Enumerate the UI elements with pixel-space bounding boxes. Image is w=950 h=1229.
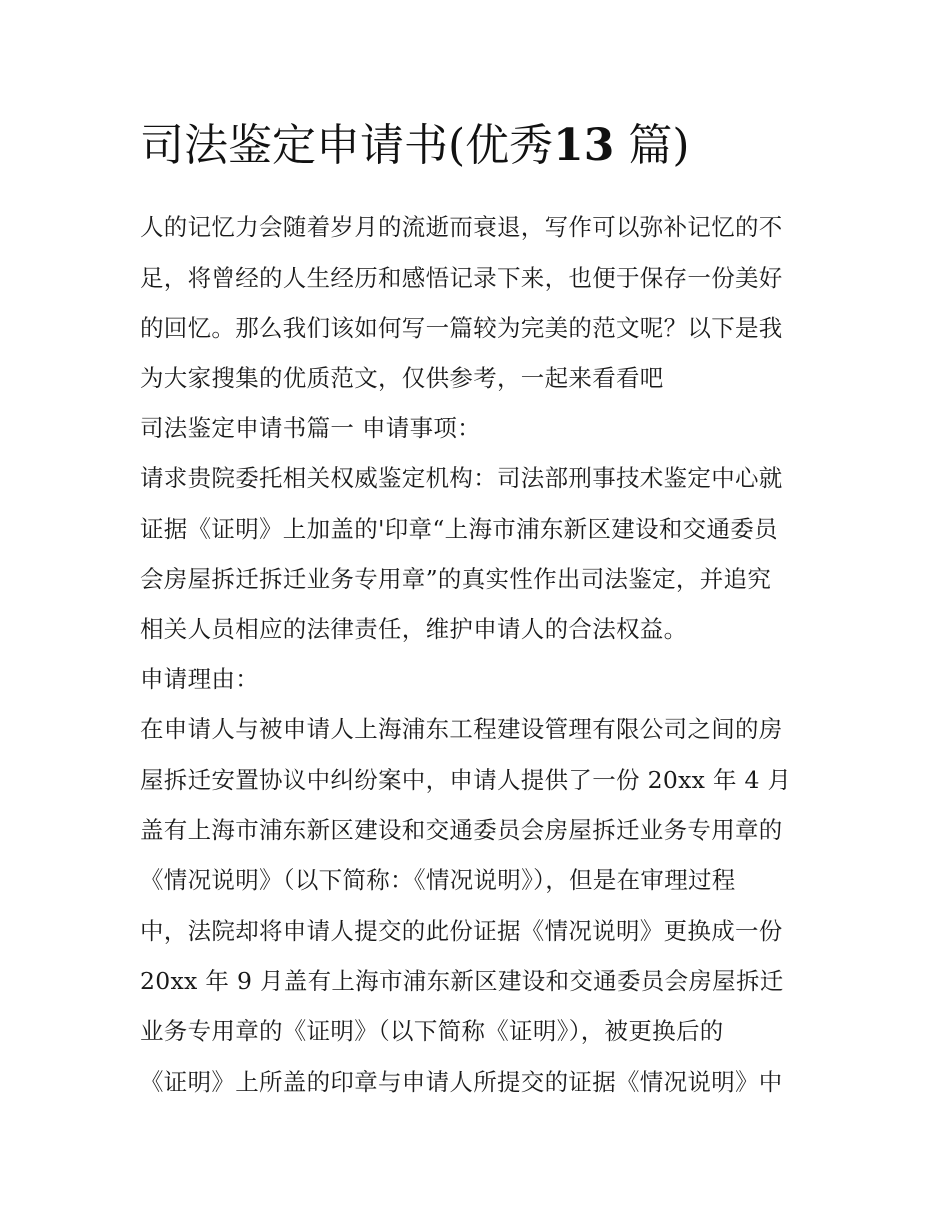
paragraph-line: 为大家搜集的优质范文，仅供参考，一起来看看吧 [140, 364, 664, 392]
document-title [140, 118, 840, 174]
paragraph-line: 请求贵院委托相关权威鉴定机构：司法部刑事技术鉴定中心就 [140, 464, 783, 492]
paragraph-line: 屋拆迁安置协议中纠纷案中，申请人提供了一份 20xx 年 4 月 [140, 766, 792, 794]
title-number: 13 [553, 120, 615, 171]
paragraph-line: 《证明》上所盖的印章与申请人所提交的证据《情况说明》中 [140, 1068, 783, 1096]
paragraph-line: 相关人员相应的法律责任，维护申请人的合法权益。 [140, 615, 688, 643]
paragraph-line: 会房屋拆迁拆迁业务专用章”的真实性作出司法鉴定，并追究 [140, 565, 772, 593]
paragraph-line: 《情况说明》（以下简称：《情况说明》），但是在审理过程 [140, 866, 736, 894]
paragraph-line: 中，法院却将申请人提交的此份证据《情况说明》更换成一份 [140, 917, 783, 945]
title-main: 司法鉴定申请书(优秀 [140, 120, 554, 171]
paragraph-line: 足，将曾经的人生经历和感悟记录下来，也便于保存一份美好 [140, 264, 783, 292]
paragraph-line: 盖有上海市浦东新区建设和交通委员会房屋拆迁业务专用章的 [140, 816, 783, 844]
title-tail: 篇) [628, 120, 690, 171]
paragraph-line: 20xx 年 9 月盖有上海市浦东新区建设和交通委员会房屋拆迁 [140, 967, 784, 995]
paragraph-line: 人的记忆力会随着岁月的流逝而衰退，写作可以弥补记忆的不 [140, 213, 783, 241]
paragraph-line: 在申请人与被申请人上海浦东工程建设管理有限公司之间的房 [140, 715, 783, 743]
section-heading: 司法鉴定申请书篇一 申请事项： [140, 414, 481, 442]
paragraph-line: 业务专用章的《证明》（以下简称《证明》），被更换后的 [140, 1017, 724, 1045]
paragraph-line: 的回忆。那么我们该如何写一篇较为完美的范文呢？以下是我 [140, 314, 783, 342]
paragraph-line: 证据《证明》上加盖的'印章“上海市浦东新区建设和交通委员 [140, 515, 778, 543]
section-heading: 申请理由： [140, 665, 259, 693]
